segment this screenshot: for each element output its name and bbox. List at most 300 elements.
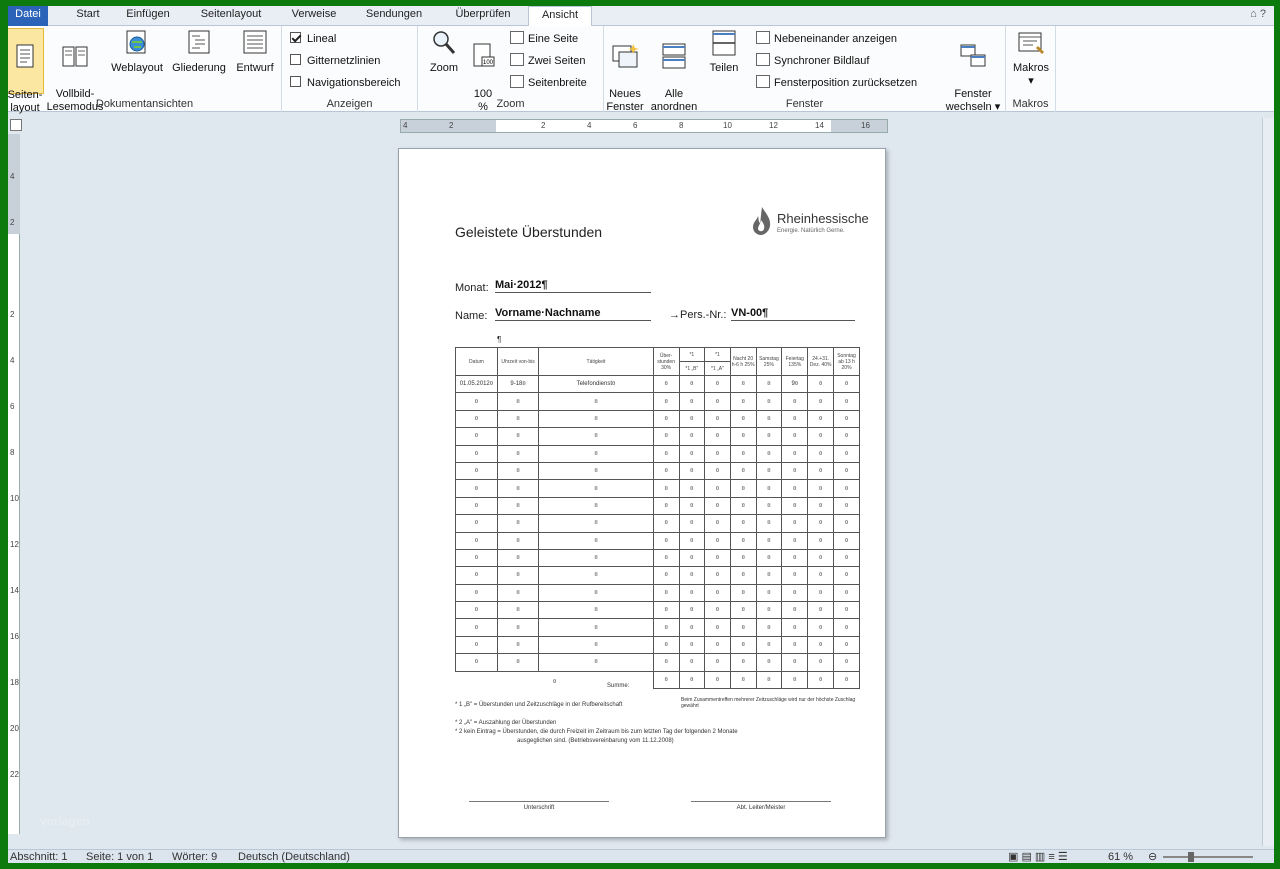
table-cell[interactable]: ¤	[730, 636, 756, 653]
table-cell[interactable]: ¤	[756, 428, 782, 445]
table-cell[interactable]: ¤	[705, 497, 731, 514]
table-cell[interactable]: ¤	[705, 532, 731, 549]
table-cell[interactable]: ¤	[808, 671, 834, 688]
table-cell[interactable]: ¤	[653, 445, 679, 462]
table-cell[interactable]: ¤	[539, 636, 653, 653]
table-cell[interactable]: ¤	[756, 480, 782, 497]
table-cell[interactable]: ¤	[539, 619, 653, 636]
switch-windows-button[interactable]: Fenster wechseln ▾	[942, 28, 1004, 114]
table-cell[interactable]: ¤	[679, 602, 705, 619]
table-cell[interactable]: ¤	[834, 619, 860, 636]
new-window-icon	[610, 41, 640, 71]
table-cell[interactable]: ¤	[539, 393, 653, 410]
table-cell[interactable]: ¤	[679, 619, 705, 636]
table-cell[interactable]: ¤	[782, 654, 808, 671]
vertical-ruler[interactable]	[8, 134, 20, 834]
table-cell[interactable]: ¤	[539, 462, 653, 479]
status-words[interactable]: Wörter: 9	[172, 851, 218, 863]
table-cell[interactable]: ¤	[679, 480, 705, 497]
table-cell[interactable]: ¤	[539, 584, 653, 601]
table-cell[interactable]: ¤	[834, 602, 860, 619]
table-cell[interactable]: ¤	[705, 567, 731, 584]
table-cell[interactable]: ¤	[679, 654, 705, 671]
table-cell[interactable]: ¤	[679, 515, 705, 532]
table-cell[interactable]: ¤	[756, 445, 782, 462]
table-cell[interactable]: ¤	[808, 602, 834, 619]
table-cell[interactable]: ¤	[756, 549, 782, 566]
table-cell[interactable]: ¤	[808, 376, 834, 393]
group-label-document-views: Dokumentansichten	[95, 98, 194, 110]
table-cell[interactable]: ¤	[653, 567, 679, 584]
outline-button[interactable]: Gliederung	[170, 28, 228, 75]
table-cell[interactable]: 9-18¤	[497, 376, 538, 393]
table-cell[interactable]: ¤	[679, 376, 705, 393]
table-cell[interactable]: ¤	[834, 480, 860, 497]
table-row[interactable]	[456, 393, 860, 410]
table-cell[interactable]: 01.05.2012¤	[456, 376, 498, 393]
table-cell[interactable]: ¤	[679, 532, 705, 549]
table-row[interactable]	[456, 567, 860, 584]
new-window-button[interactable]: Neues Fenster	[604, 28, 646, 114]
table-cell[interactable]: ¤	[730, 532, 756, 549]
table-cell[interactable]: ¤	[539, 497, 653, 514]
table-cell[interactable]: ¤	[456, 532, 498, 549]
table-cell[interactable]: ¤	[834, 515, 860, 532]
table-row[interactable]	[456, 480, 860, 497]
table-cell[interactable]: ¤	[653, 462, 679, 479]
document-page[interactable]	[398, 148, 886, 838]
table-cell[interactable]: ¤	[653, 636, 679, 653]
view-buttons[interactable]: ▣ ▤ ▥ ≡ ☰	[1008, 851, 1068, 863]
table-cell[interactable]: ¤	[756, 393, 782, 410]
col-header-night: Nacht 20 h-6 h 25%	[730, 348, 756, 376]
table-cell[interactable]: ¤	[653, 584, 679, 601]
table-cell[interactable]: ¤	[756, 654, 782, 671]
table-cell[interactable]: ¤	[497, 619, 538, 636]
zoom-out-icon[interactable]: ⊖	[1148, 851, 1158, 863]
table-cell[interactable]: ¤	[653, 428, 679, 445]
table-cell[interactable]: ¤	[782, 410, 808, 427]
table-cell[interactable]: ¤	[834, 428, 860, 445]
table-cell[interactable]: ¤	[497, 445, 538, 462]
table-cell[interactable]: ¤	[679, 497, 705, 514]
table-cell[interactable]: ¤	[730, 567, 756, 584]
table-cell[interactable]: ¤	[705, 428, 731, 445]
table-cell[interactable]: ¤	[730, 376, 756, 393]
table-cell[interactable]: ¤	[539, 567, 653, 584]
table-cell[interactable]: ¤	[730, 619, 756, 636]
table-row[interactable]	[456, 428, 860, 445]
table-cell[interactable]: ¤	[808, 515, 834, 532]
table-cell[interactable]: ¤	[808, 532, 834, 549]
table-cell[interactable]: ¤	[497, 636, 538, 653]
ruler-tick: 2	[10, 218, 15, 227]
table-cell[interactable]: ¤	[705, 654, 731, 671]
one-page-button[interactable]: Eine Seite	[510, 30, 578, 48]
table-row[interactable]	[456, 636, 860, 653]
table-cell[interactable]: ¤	[705, 462, 731, 479]
table-cell[interactable]: ¤	[653, 515, 679, 532]
table-row[interactable]	[456, 654, 860, 671]
table-row[interactable]	[456, 619, 860, 636]
table-cell[interactable]: ¤	[782, 602, 808, 619]
table-cell[interactable]: ¤	[834, 584, 860, 601]
table-cell[interactable]: ¤	[497, 515, 538, 532]
table-cell[interactable]: ¤	[497, 532, 538, 549]
outline-icon	[184, 28, 214, 58]
horizontal-ruler[interactable]	[400, 119, 888, 133]
table-cell[interactable]: ¤	[782, 567, 808, 584]
table-cell[interactable]: ¤	[456, 636, 498, 653]
table-cell[interactable]: ¤	[808, 584, 834, 601]
table-cell[interactable]: ¤	[705, 584, 731, 601]
help-icons[interactable]: ⌂ ?	[1250, 8, 1266, 20]
table-cell[interactable]: ¤	[730, 515, 756, 532]
table-row[interactable]	[456, 671, 860, 688]
macros-button[interactable]: Makros ▾	[1010, 28, 1052, 88]
overtime-table[interactable]	[455, 347, 860, 689]
table-cell[interactable]: ¤	[782, 480, 808, 497]
table-cell[interactable]: ¤	[808, 445, 834, 462]
table-cell[interactable]: ¤	[653, 376, 679, 393]
table-cell[interactable]: ¤	[497, 654, 538, 671]
table-cell[interactable]: ¤	[456, 515, 498, 532]
table-cell[interactable]: ¤	[834, 445, 860, 462]
table-cell[interactable]: ¤	[456, 393, 498, 410]
table-cell[interactable]: ¤	[705, 445, 731, 462]
full-screen-reading-button[interactable]: Vollbild- Lesemodus	[46, 28, 104, 114]
tab-pagelayout[interactable]: Seitenlayout	[200, 8, 262, 20]
table-cell[interactable]: ¤	[730, 497, 756, 514]
table-cell[interactable]: ¤	[782, 428, 808, 445]
ruler-tick: 10	[10, 494, 19, 503]
table-cell[interactable]: ¤	[834, 410, 860, 427]
table-cell[interactable]: ¤	[539, 428, 653, 445]
tab-references[interactable]: Verweise	[291, 8, 337, 20]
ruler-tick: 12	[10, 540, 19, 549]
vertical-scrollbar[interactable]	[1262, 118, 1274, 846]
table-cell[interactable]: ¤	[679, 567, 705, 584]
ruler-tick: 4	[10, 172, 15, 181]
table-cell[interactable]: ¤	[756, 497, 782, 514]
ribbon-tabbar	[8, 6, 1274, 26]
group-zoom	[418, 26, 604, 112]
table-cell[interactable]: ¤	[456, 654, 498, 671]
tab-file[interactable]: Datei	[8, 6, 48, 26]
table-cell[interactable]: ¤	[456, 462, 498, 479]
table-cell[interactable]: ¤	[497, 410, 538, 427]
table-cell[interactable]: ¤	[497, 428, 538, 445]
table-cell[interactable]: ¤	[705, 602, 731, 619]
table-row[interactable]	[456, 497, 860, 514]
print-layout-button[interactable]: Seiten- layout	[8, 28, 44, 94]
table-cell[interactable]: ¤	[756, 671, 782, 688]
ruler-tick: 4	[10, 356, 15, 365]
table-cell[interactable]: ¤	[834, 671, 860, 688]
table-cell[interactable]: ¤	[730, 549, 756, 566]
watermark: vorlagen	[40, 814, 91, 828]
table-cell[interactable]: ¤	[456, 549, 498, 566]
table-cell[interactable]: ¤	[705, 393, 731, 410]
table-cell[interactable]: ¤	[808, 619, 834, 636]
table-cell[interactable]: ¤	[539, 410, 653, 427]
table-cell[interactable]: ¤	[834, 654, 860, 671]
signature-line-manager: Abt. Leiter/Meister	[691, 801, 831, 811]
side-by-side-icon	[756, 31, 770, 44]
table-cell[interactable]: ¤	[539, 654, 653, 671]
table-cell[interactable]: ¤	[756, 515, 782, 532]
col-header-dec: 24.+31. Dez. 40%	[808, 348, 834, 376]
table-cell[interactable]: ¤	[834, 549, 860, 566]
table-cell[interactable]: ¤	[539, 549, 653, 566]
table-cell[interactable]: ¤	[679, 393, 705, 410]
table-cell[interactable]: ¤	[456, 480, 498, 497]
table-cell[interactable]: ¤	[653, 602, 679, 619]
table-cell[interactable]: ¤	[497, 549, 538, 566]
table-cell[interactable]: ¤	[808, 497, 834, 514]
side-by-side-button[interactable]: Nebeneinander anzeigen	[756, 30, 897, 48]
table-cell[interactable]: ¤	[705, 636, 731, 653]
table-cell[interactable]: ¤	[679, 410, 705, 427]
zoom-level[interactable]: 61 %	[1108, 851, 1134, 863]
table-cell[interactable]: ¤	[705, 619, 731, 636]
table-cell[interactable]: ¤	[834, 567, 860, 584]
table-cell[interactable]: ¤	[653, 619, 679, 636]
table-cell[interactable]: ¤	[782, 393, 808, 410]
group-label-show: Anzeigen	[326, 98, 373, 110]
table-cell[interactable]: ¤	[756, 584, 782, 601]
page-layout-icon	[10, 42, 40, 72]
table-cell[interactable]: ¤	[653, 497, 679, 514]
table-cell[interactable]: ¤	[705, 480, 731, 497]
table-cell[interactable]: ¤	[539, 445, 653, 462]
table-cell[interactable]: ¤	[705, 549, 731, 566]
document-title: Geleistete Überstunden	[455, 224, 603, 240]
table-row[interactable]	[456, 602, 860, 619]
reset-window-position-button[interactable]: Fensterposition zurücksetzen	[756, 74, 917, 92]
tab-insert[interactable]: Einfügen	[126, 8, 170, 20]
table-row[interactable]	[456, 515, 860, 532]
table-cell[interactable]: ¤	[730, 393, 756, 410]
one-page-icon	[510, 31, 524, 44]
table-cell[interactable]	[497, 671, 538, 688]
table-cell[interactable]: ¤	[730, 654, 756, 671]
table-row[interactable]	[456, 532, 860, 549]
table-cell[interactable]: ¤	[782, 462, 808, 479]
table-cell[interactable]: 9¤	[782, 376, 808, 393]
table-row[interactable]	[456, 445, 860, 462]
table-cell[interactable]: ¤	[782, 445, 808, 462]
table-cell[interactable]: ¤	[808, 654, 834, 671]
table-cell[interactable]: ¤	[705, 671, 731, 688]
table-cell[interactable]: ¤	[497, 584, 538, 601]
table-cell[interactable]: ¤	[834, 636, 860, 653]
table-cell[interactable]: ¤	[539, 602, 653, 619]
table-cell[interactable]: ¤	[653, 654, 679, 671]
arrange-all-icon	[659, 41, 689, 71]
table-cell[interactable]: Telefondienst¤	[539, 376, 653, 393]
table-cell[interactable]: ¤	[782, 549, 808, 566]
table-cell[interactable]: ¤	[539, 532, 653, 549]
table-cell[interactable]: ¤	[730, 480, 756, 497]
table-cell[interactable]	[456, 671, 498, 688]
table-cell[interactable]: ¤	[679, 584, 705, 601]
table-cell[interactable]: ¤	[653, 532, 679, 549]
table-cell[interactable]: ¤	[497, 480, 538, 497]
table-cell[interactable]: ¤	[834, 376, 860, 393]
table-cell[interactable]: ¤	[497, 497, 538, 514]
table-cell[interactable]: ¤	[679, 445, 705, 462]
table-row[interactable]	[456, 376, 860, 393]
tab-mailings[interactable]: Sendungen	[365, 8, 423, 20]
table-cell[interactable]: ¤	[730, 410, 756, 427]
table-cell[interactable]: ¤	[834, 532, 860, 549]
table-row[interactable]	[456, 410, 860, 427]
month-label: Monat:	[455, 282, 489, 294]
table-cell[interactable]: ¤	[497, 602, 538, 619]
table-cell[interactable]: ¤	[730, 445, 756, 462]
pers-nr-field[interactable]: VN-00¶	[731, 307, 855, 321]
status-page[interactable]: Seite: 1 von 1	[86, 851, 154, 863]
table-row[interactable]	[456, 584, 860, 601]
col-header-a: *1 „A"	[705, 362, 731, 376]
table-cell[interactable]: ¤	[782, 671, 808, 688]
table-row[interactable]	[456, 462, 860, 479]
table-cell[interactable]: ¤	[756, 410, 782, 427]
page-width-button[interactable]: Seitenbreite	[510, 74, 587, 92]
table-cell[interactable]: ¤	[730, 462, 756, 479]
status-language[interactable]: Deutsch (Deutschland)	[238, 851, 350, 863]
table-cell[interactable]: ¤	[808, 462, 834, 479]
arrange-all-button[interactable]: Alle anordnen	[648, 28, 700, 114]
group-document-views	[8, 26, 282, 112]
ruler-tick: 14	[10, 586, 19, 595]
table-cell[interactable]: ¤	[679, 671, 705, 688]
zoom-100-button[interactable]: 100 100 %	[466, 28, 500, 114]
table-cell[interactable]: ¤	[653, 480, 679, 497]
table-cell[interactable]: ¤	[756, 462, 782, 479]
svg-text:100: 100	[483, 60, 494, 66]
table-cell[interactable]: ¤	[705, 376, 731, 393]
table-cell[interactable]: ¤	[782, 619, 808, 636]
table-cell[interactable]: ¤	[653, 549, 679, 566]
table-cell[interactable]: ¤	[782, 584, 808, 601]
table-cell[interactable]: ¤	[782, 497, 808, 514]
table-cell[interactable]: ¤	[653, 393, 679, 410]
status-section[interactable]: Abschnitt: 1	[10, 851, 68, 863]
synchronous-scrolling-button[interactable]: Synchroner Bildlauf	[756, 52, 869, 70]
table-cell[interactable]: ¤	[808, 549, 834, 566]
table-cell[interactable]: ¤	[808, 480, 834, 497]
table-cell[interactable]: ¤	[756, 636, 782, 653]
col-header-b: *1 „B"	[679, 362, 705, 376]
table-cell[interactable]: ¤	[456, 410, 498, 427]
navigation-pane-checkbox[interactable]: Navigationsbereich	[290, 74, 401, 92]
dropdown-arrow-icon: ▾	[1028, 75, 1034, 87]
table-cell[interactable]: ¤	[756, 619, 782, 636]
table-cell[interactable]: ¤	[456, 497, 498, 514]
table-cell[interactable]: ¤	[679, 462, 705, 479]
table-cell[interactable]: ¤	[679, 428, 705, 445]
split-button[interactable]: Teilen	[704, 28, 744, 75]
tab-arrow-icon: →	[669, 309, 680, 321]
web-layout-button[interactable]: Weblayout	[108, 28, 166, 75]
table-cell[interactable]: ¤	[539, 480, 653, 497]
table-cell[interactable]: ¤	[539, 515, 653, 532]
zoom-button[interactable]: Zoom	[426, 28, 462, 75]
table-cell[interactable]: ¤	[679, 549, 705, 566]
table-cell[interactable]: ¤	[456, 567, 498, 584]
table-cell[interactable]: ¤	[782, 636, 808, 653]
table-cell[interactable]: ¤	[456, 584, 498, 601]
col-header-date: Datum	[456, 348, 498, 376]
gridlines-checkbox[interactable]: Gitternetzlinien	[290, 52, 380, 70]
footnote-1-right: Beim Zusammentreffen mehrerer Zeitzuschläge wird nur der höchste Zuschlag gewährt	[681, 697, 856, 709]
checkbox-icon	[290, 76, 301, 87]
table-cell[interactable]: ¤	[456, 428, 498, 445]
zoom-slider-knob[interactable]	[1188, 852, 1194, 862]
table-cell[interactable]: ¤	[679, 636, 705, 653]
table-cell[interactable]: ¤	[705, 410, 731, 427]
table-cell[interactable]: ¤	[756, 567, 782, 584]
table-cell[interactable]: ¤	[730, 602, 756, 619]
tab-review[interactable]: Überprüfen	[455, 8, 511, 20]
table-cell[interactable]: ¤	[808, 567, 834, 584]
signature-line-employee: Unterschrift	[469, 801, 609, 811]
table-cell[interactable]: ¤	[497, 393, 538, 410]
ruler-tick: 20	[10, 724, 19, 733]
table-cell[interactable]: ¤	[730, 584, 756, 601]
table-cell[interactable]: ¤	[653, 671, 679, 688]
table-cell[interactable]: ¤	[730, 671, 756, 688]
table-cell[interactable]: ¤	[834, 393, 860, 410]
logo-name: Rheinhessische	[777, 211, 869, 226]
table-cell[interactable]: ¤	[808, 428, 834, 445]
tab-selector[interactable]	[10, 119, 22, 131]
tab-view[interactable]: Ansicht	[528, 6, 592, 27]
month-field[interactable]: Mai·2012¶	[495, 279, 651, 293]
table-cell[interactable]: ¤	[808, 636, 834, 653]
table-cell[interactable]: ¤	[782, 532, 808, 549]
table-cell[interactable]: ¤	[456, 445, 498, 462]
draft-button[interactable]: Entwurf	[230, 28, 280, 75]
group-label-window: Fenster	[785, 98, 824, 110]
table-cell[interactable]: ¤	[782, 515, 808, 532]
table-cell[interactable]: ¤	[808, 410, 834, 427]
table-cell[interactable]: ¤	[497, 462, 538, 479]
table-cell[interactable]: ¤	[756, 376, 782, 393]
table-cell[interactable]: ¤	[456, 602, 498, 619]
zoom-slider[interactable]	[1163, 856, 1253, 858]
table-cell[interactable]: ¤	[834, 462, 860, 479]
magnifier-icon	[429, 28, 459, 58]
table-cell[interactable]: ¤	[756, 532, 782, 549]
table-cell[interactable]: ¤	[653, 410, 679, 427]
name-field[interactable]: Vorname·Nachname	[495, 307, 651, 321]
table-cell[interactable]: ¤	[705, 515, 731, 532]
group-window	[604, 26, 1006, 112]
table-cell[interactable]: ¤	[834, 497, 860, 514]
table-cell[interactable]: ¤	[456, 619, 498, 636]
tab-start[interactable]: Start	[76, 8, 100, 20]
table-cell[interactable]: ¤	[730, 428, 756, 445]
two-pages-button[interactable]: Zwei Seiten	[510, 52, 585, 70]
table-cell[interactable]: ¤	[808, 393, 834, 410]
ruler-checkbox[interactable]: Lineal	[290, 30, 336, 48]
table-cell[interactable]: ¤	[497, 567, 538, 584]
table-row[interactable]	[456, 549, 860, 566]
table-cell[interactable]: ¤	[756, 602, 782, 619]
